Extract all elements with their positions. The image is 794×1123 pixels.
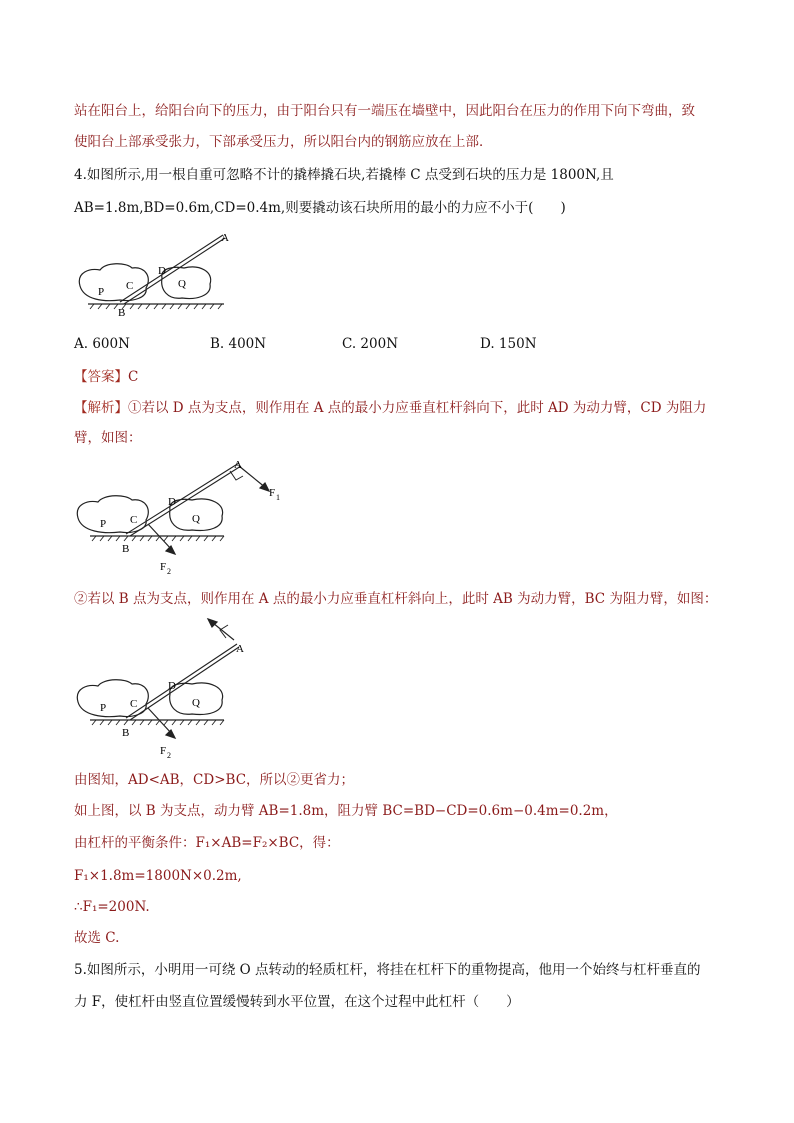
label-c: C [130,698,138,710]
q4-solution-line-3: 由杠杆的平衡条件：F₁×AB=F₂×BC，得： [74,835,340,851]
q4-solution-line-2: 如上图，以 B 为支点，动力臂 AB=1.8m，阻力臂 BC=BD−CD=0.6m−0.4m=0.2m， [74,803,618,819]
label-b: B [122,543,130,555]
q4-solution-line-5: ∴F₁=200N. [74,899,150,915]
rock-p [77,680,148,717]
q5-stem-line-2: 力 F，使杠杆由竖直位置缓慢转到水平位置，在这个过程中此杠杆（ ） [74,994,520,1010]
label-q: Q [178,278,186,290]
answer-tag: 【答案】 [74,369,128,385]
q4-option-b: B. 400N [210,336,267,352]
analysis-text-1: ①若以 D 点为支点，则作用在 A 点的最小力应垂直杠杆斜向下，此时 AD 为动力臂，CD 为阻力 [128,400,707,416]
f2-arrow [148,524,175,554]
q4-option-d: D. 150N [480,336,537,352]
q4-figure-fulcrum-d [74,456,304,578]
label-c: C [130,514,138,526]
q4-figure-fulcrum-b [74,616,304,762]
analysis-tag: 【解析】 [74,400,128,416]
label-f2: F [160,561,167,573]
q4-stem-line-2: AB=1.8m,BD=0.6m,CD=0.4m,则要撬动该石块所用的最小的力应不小于( ) [74,200,566,216]
q4-solution-line-4: F₁×1.8m=1800N×0.2m, [74,868,242,884]
label-p: P [100,702,107,714]
answer-value: C [128,369,139,385]
crowbar [120,235,225,304]
ground [90,720,224,725]
intro-line-2: 使阳台上部承受张力，下部承受压力，所以阳台内的钢筋应放在上部． [74,134,493,150]
label-d: D [168,496,176,508]
label-p: P [100,518,107,530]
label-d: D [158,265,166,277]
q4-solution-line-6: 故选 C. [74,930,120,946]
q4-option-c: C. 200N [342,336,399,352]
label-b: B [118,307,126,318]
label-a: A [234,459,242,471]
f2-arrow [148,708,175,738]
q4-answer-line [74,367,138,387]
label-b: B [122,727,130,739]
q4-figure-lever [74,228,274,318]
crowbar [126,644,239,720]
q5-stem-line-1: 5.如图所示，小明用一可绕 O 点转动的轻质杠杆，将挂在杠杆下的重物提高，他用一个始终与杠杆垂直的 [74,962,701,978]
ground [88,304,224,309]
label-c: C [126,280,134,292]
label-q: Q [192,697,200,709]
f1-arrow [208,619,234,640]
q4-option-a: A. 600N [74,336,130,352]
label-f1-sub: 1 [276,493,280,502]
ground [90,536,224,541]
label-d: D [168,680,176,692]
label-a: A [221,232,229,244]
q4-analysis-line-3: ②若以 B 点为支点，则作用在 A 点的最小力应垂直杠杆斜向上，此时 AB 为动力臂，BC 为阻力臂，如图： [74,591,718,607]
q4-analysis-line-2: 臂，如图： [74,430,142,446]
rock-q [162,267,211,299]
q4-stem-line-1: 4.如图所示,用一根自重可忽略不计的撬棒撬石块,若撬棒 C 点受到石块的压力是 1800N,且 [74,167,614,183]
label-f2-sub: 2 [167,567,171,576]
label-f2: F [160,745,167,757]
label-a: A [236,643,244,655]
label-f2-sub: 2 [167,751,171,760]
label-p: P [98,286,105,298]
q4-analysis-line-1 [74,398,706,418]
f1-arrow [239,466,269,491]
q4-solution-line-1: 由图知，AD<AB，CD>BC，所以②更省力； [74,772,355,788]
intro-line-1: 站在阳台上，给阳台向下的压力，由于阳台只有一端压在墙壁中，因此阳台在压力的作用下向下弯曲，致 [74,103,695,119]
label-q: Q [192,513,200,525]
label-f1: F [269,487,276,499]
